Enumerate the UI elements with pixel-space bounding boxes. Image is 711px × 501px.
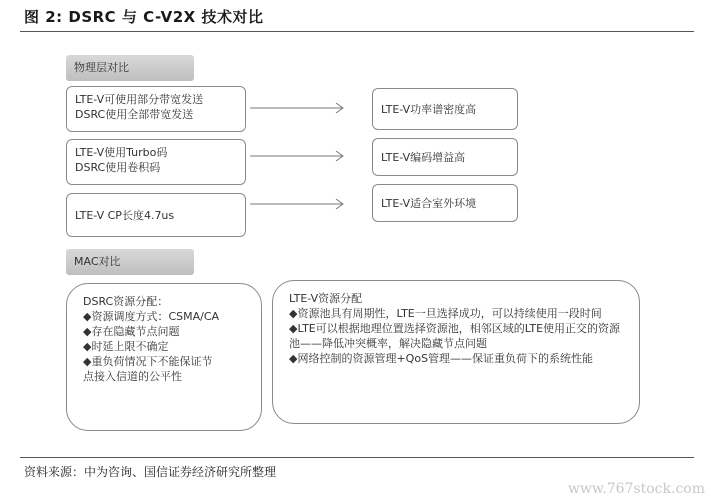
dsrc-text: DSRC资源分配： <box>83 295 169 308</box>
box-text: LTE-V适合室外环境 <box>381 196 477 210</box>
box-text: LTE-V功率谱密度高 <box>381 102 477 116</box>
box-text: LTE-V编码增益高 <box>381 150 466 164</box>
physical-right-box-3 <box>372 184 518 222</box>
box-text: LTE-V使用Turbo码 <box>75 146 168 159</box>
dsrc-text: ◆存在隐藏节点问题 <box>83 325 180 338</box>
physical-right-box-1 <box>372 88 518 130</box>
dsrc-text: 点接入信道的公平性 <box>83 370 182 383</box>
box-text: DSRC使用卷积码 <box>75 161 161 174</box>
figure-title: 图 2: DSRC 与 C-V2X 技术对比 <box>24 8 264 26</box>
ltev-text: ◆LTE可以根据地理位置选择资源池，相邻区域的LTE使用正交的资源池——降低冲突概率，解决隐藏节点问题 <box>289 322 621 350</box>
physical-left-box-1 <box>66 86 246 132</box>
box-text: LTE-V可使用部分带宽发送 <box>75 93 204 106</box>
bottom-divider <box>20 457 694 458</box>
physical-layer-tag: 物理层对比 <box>66 55 194 81</box>
dsrc-text: ◆重负荷情况下不能保证节 <box>83 355 213 368</box>
physical-left-box-2 <box>66 139 246 185</box>
watermark: www.767stock.com <box>567 481 705 497</box>
ltev-text: LTE-V资源分配 <box>289 292 363 305</box>
source-note: 资料来源：中为咨询、国信证券经济研究所整理 <box>24 465 277 479</box>
mac-tag: MAC对比 <box>66 249 194 275</box>
physical-left-box-3 <box>66 193 246 237</box>
ltev-resource-box <box>272 280 640 424</box>
ltev-text: ◆资源池具有周期性，LTE一旦选择成功，可以持续使用一段时间 <box>289 307 602 320</box>
dsrc-resource-box <box>66 283 262 431</box>
top-divider <box>20 31 694 32</box>
arrow-icon <box>250 102 350 114</box>
dsrc-text: ◆时延上限不确定 <box>83 340 169 353</box>
box-text: DSRC使用全部带宽发送 <box>75 108 194 121</box>
ltev-text: ◆网络控制的资源管理+QoS管理——保证重负荷下的系统性能 <box>289 352 594 365</box>
box-text: LTE-V CP长度4.7us <box>75 208 175 222</box>
dsrc-text: ◆资源调度方式：CSMA/CA <box>83 310 220 323</box>
arrow-icon <box>250 150 350 162</box>
arrow-icon <box>250 198 350 210</box>
physical-right-box-2 <box>372 138 518 176</box>
